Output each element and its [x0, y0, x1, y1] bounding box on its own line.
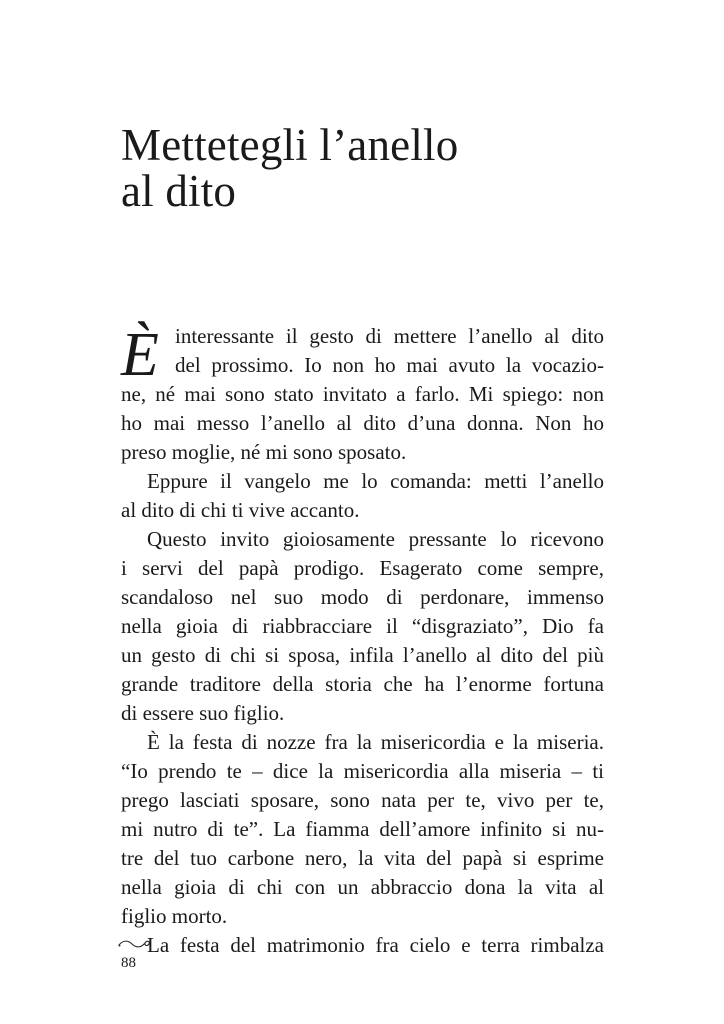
body-line: tre del tuo carbone nero, la vita del papà si esprime — [121, 846, 604, 870]
body-line: del prossimo. Io non ho mai avuto la vocazio- — [175, 353, 604, 377]
body-line: grande traditore della storia che ha l’enorme fortuna — [121, 672, 604, 696]
body-line: i servi del papà prodigo. Esagerato come sempre, — [121, 556, 604, 580]
body-line: Eppure il vangelo me lo comanda: metti l’anello — [147, 469, 604, 493]
body-line: un gesto di chi si sposa, infila l’anello al dito del più — [121, 643, 604, 667]
page-number: 88 — [121, 955, 136, 971]
body-line: ho mai messo l’anello al dito d’una donna. Non ho — [121, 411, 604, 435]
body-line: figlio morto. — [121, 904, 228, 928]
body-line: di essere suo figlio. — [121, 701, 285, 725]
body-line: mi nutro di te”. La fiamma dell’amore infinito si nu- — [121, 817, 604, 841]
body-line: La festa del matrimonio fra cielo e terra rimbalza — [147, 933, 604, 957]
body-line: prego lasciati sposare, sono nata per te, vivo per te, — [121, 788, 604, 812]
body-line: nella gioia di riabbracciare il “disgraziato”, Dio fa — [121, 614, 604, 638]
body-line: preso moglie, né mi sono sposato. — [121, 440, 407, 464]
body-line: al dito di chi ti vive accanto. — [121, 498, 360, 522]
chapter-body — [121, 322, 604, 960]
chapter-title — [121, 122, 621, 214]
drop-cap: È — [121, 321, 159, 389]
body-line: scandaloso nel suo modo di perdonare, immenso — [121, 585, 604, 609]
body-line: “Io prendo te – dice la misericordia alla miseria – ti — [121, 759, 604, 783]
flourish-ornament-icon — [118, 936, 152, 952]
body-line: nella gioia di chi con un abbraccio dona la vita al — [121, 875, 604, 899]
body-line: È la festa di nozze fra la misericordia e la miseria. — [147, 730, 604, 754]
chapter-title-line: Mettetegli l’anello — [121, 120, 459, 170]
body-line: interessante il gesto di mettere l’anello al dito — [175, 324, 604, 348]
body-line: ne, né mai sono stato invitato a farlo. Mi spiego: non — [121, 382, 604, 406]
chapter-title-line: al dito — [121, 166, 237, 216]
body-line: Questo invito gioiosamente pressante lo ricevono — [147, 527, 604, 551]
